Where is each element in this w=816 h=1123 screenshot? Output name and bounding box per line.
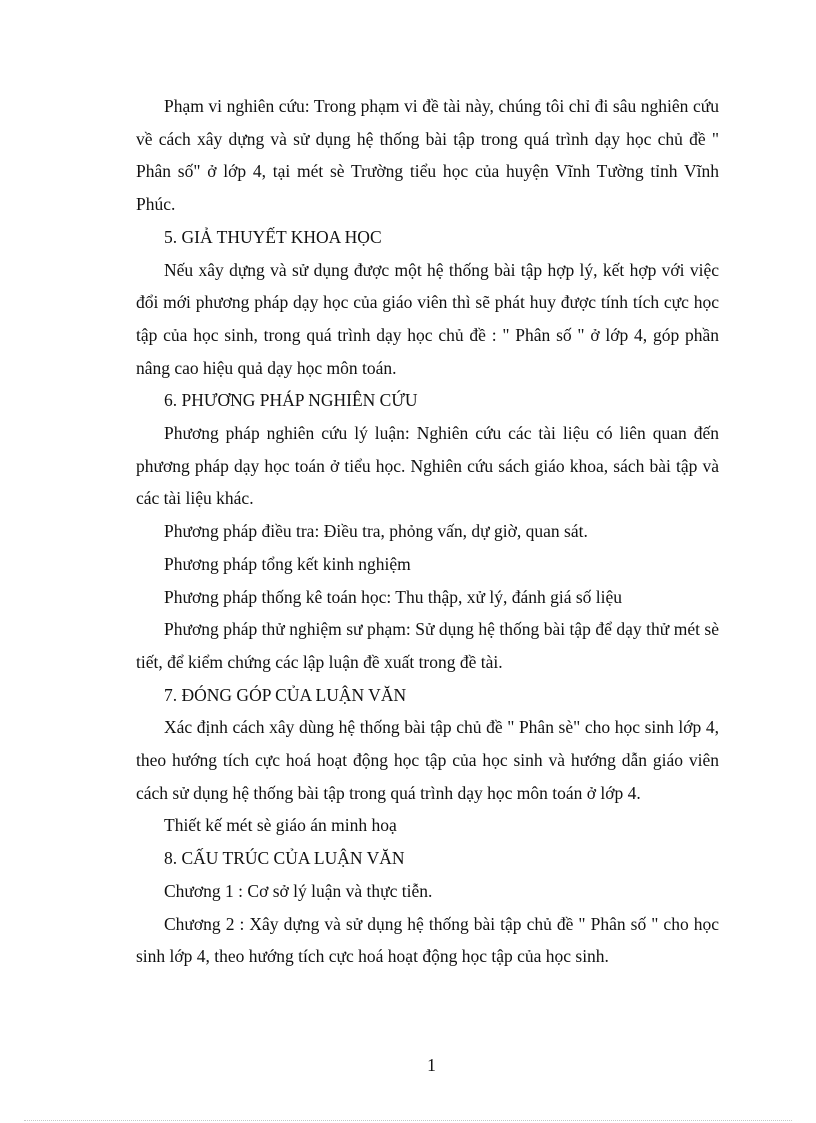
page-edge-divider: [24, 1120, 792, 1121]
page-number: 1: [427, 1055, 436, 1075]
paragraph-hypothesis: Nếu xây dựng và sử dụng được một hệ thống bài tập hợp lý, kết hợp với việc đổi mới phương pháp dạy học của giáo viên thì sẽ phát huy được tính tích cực học tập của học sinh, trong quá trình dạy học chủ đề : " Phân số " ở lớp 4, góp phần nâng cao hiệu quả dạy học môn toán.: [136, 259, 719, 378]
paragraph-method-statistics: Phương pháp thống kê toán học: Thu thập, xử lý, đánh giá số liệu: [164, 586, 623, 607]
heading-research-methods: 6. PHƯƠNG PHÁP NGHIÊN CỨU: [164, 390, 418, 411]
paragraph-method-experience: Phương pháp tổng kết kinh nghiệm: [164, 553, 411, 574]
document-body: [136, 90, 719, 973]
paragraph-chapter-1: Chương 1 : Cơ sở lý luận và thực tiễn.: [164, 880, 433, 901]
heading-contributions: 7. ĐÓNG GÓP CỦA LUẬN VĂN: [164, 684, 407, 705]
paragraph-method-survey: Phương pháp điều tra: Điều tra, phỏng vấn, dự giờ, quan sát.: [164, 521, 588, 542]
paragraph-chapter-2: Chương 2 : Xây dựng và sử dụng hệ thống bài tập chủ đề " Phân số " cho học sinh lớp 4, theo hướng tích cực hoá hoạt động học tập của học sinh.: [136, 913, 719, 967]
heading-scientific-hypothesis: 5. GIẢ THUYẾT KHOA HỌC: [164, 226, 382, 247]
heading-thesis-structure: 8. CẤU TRÚC CỦA LUẬN VĂN: [164, 848, 405, 869]
paragraph-research-scope: Phạm vi nghiên cứu: Trong phạm vi đề tài này, chúng tôi chỉ đi sâu nghiên cứu về cách xây dựng và sử dụng hệ thống bài tập trong quá trình dạy học chủ đề " Phân số" ở lớp 4, tại mét sè Trường tiểu học của huyện Vĩnh Tường tỉnh Vĩnh Phúc.: [136, 96, 719, 215]
paragraph-contribution-lessons: Thiết kế mét sè giáo án minh hoạ: [164, 815, 397, 836]
paragraph-contribution-system: Xác định cách xây dùng hệ thống bài tập chủ đề " Phân sè" cho học sinh lớp 4, theo hướng tích cực hoá hoạt động học tập của học sinh và hướng dẫn giáo viên cách sử dụng hệ thống bài tập trong quá trình dạy học môn toán ở lớp 4.: [136, 717, 719, 803]
paragraph-method-experiment: Phương pháp thử nghiệm sư phạm: Sử dụng hệ thống bài tập để dạy thử mét sè tiết, để kiểm chứng các lập luận đề xuất trong đề tài.: [136, 619, 719, 672]
paragraph-method-theory: Phương pháp nghiên cứu lý luận: Nghiên cứu các tài liệu có liên quan đến phương pháp dạy học toán ở tiểu học. Nghiên cứu sách giáo khoa, sách bài tập và các tài liệu khác.: [136, 423, 719, 509]
